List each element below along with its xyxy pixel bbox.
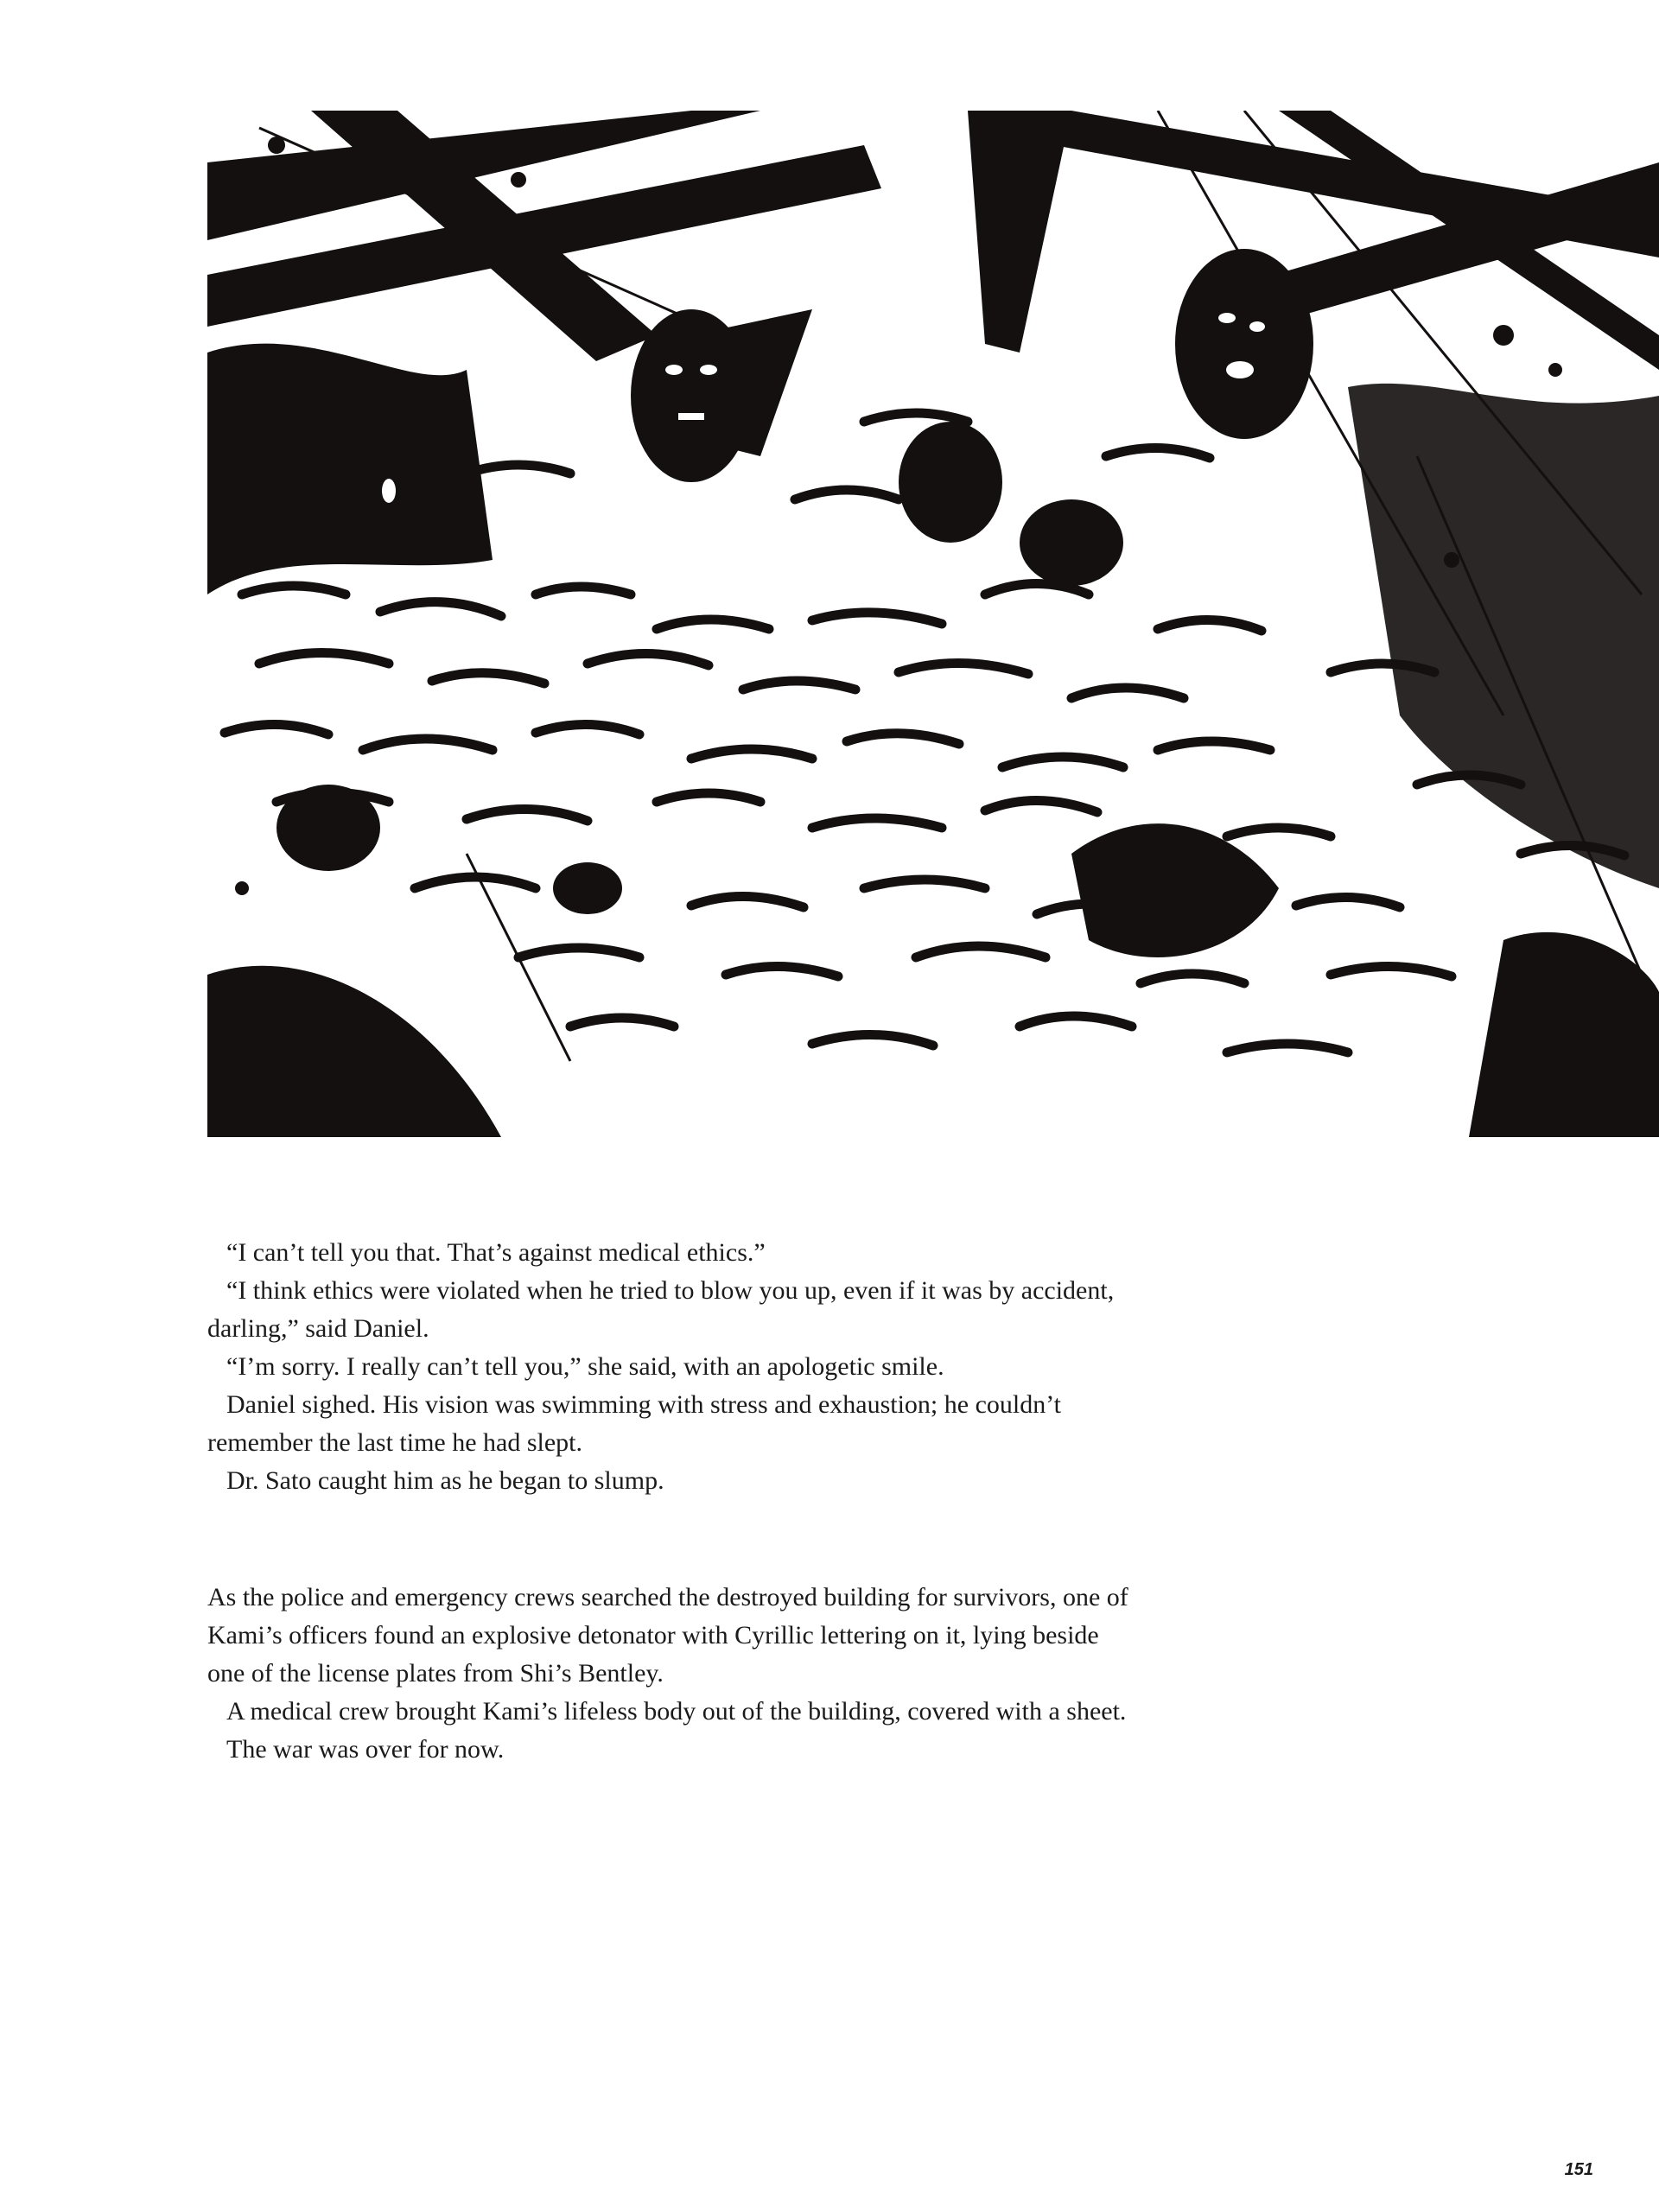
narrative-section-one xyxy=(207,1234,1132,1500)
paragraph: Dr. Sato caught him as he began to slump. xyxy=(226,1466,664,1495)
paragraph: “I think ethics were violated when he tried to blow you up, even if it was by accident, darling,” said Daniel. xyxy=(207,1276,1115,1343)
ink-brush-flood-scene-icon xyxy=(207,111,1659,1137)
flood-illustration xyxy=(207,111,1659,1137)
narrative-section-two xyxy=(207,1579,1132,1769)
paragraph: “I can’t tell you that. That’s against medical ethics.” xyxy=(226,1238,766,1267)
paragraph: As the police and emergency crews searched the destroyed building for survivors, one of Kami’s officers found an explosive detonator with Cyrillic lettering on it, lying beside one of the license plates from Shi’s Bentley. xyxy=(207,1583,1128,1688)
paragraph: The war was over for now. xyxy=(226,1735,505,1764)
paragraph: Daniel sighed. His vision was swimming with stress and exhaustion; he couldn’t remember the last time he had slept. xyxy=(207,1390,1062,1457)
paragraph: “I’m sorry. I really can’t tell you,” she said, with an apologetic smile. xyxy=(226,1352,944,1381)
page-number: 151 xyxy=(1564,2160,1593,2179)
paragraph: A medical crew brought Kami’s lifeless body out of the building, covered with a sheet. xyxy=(226,1697,1127,1726)
